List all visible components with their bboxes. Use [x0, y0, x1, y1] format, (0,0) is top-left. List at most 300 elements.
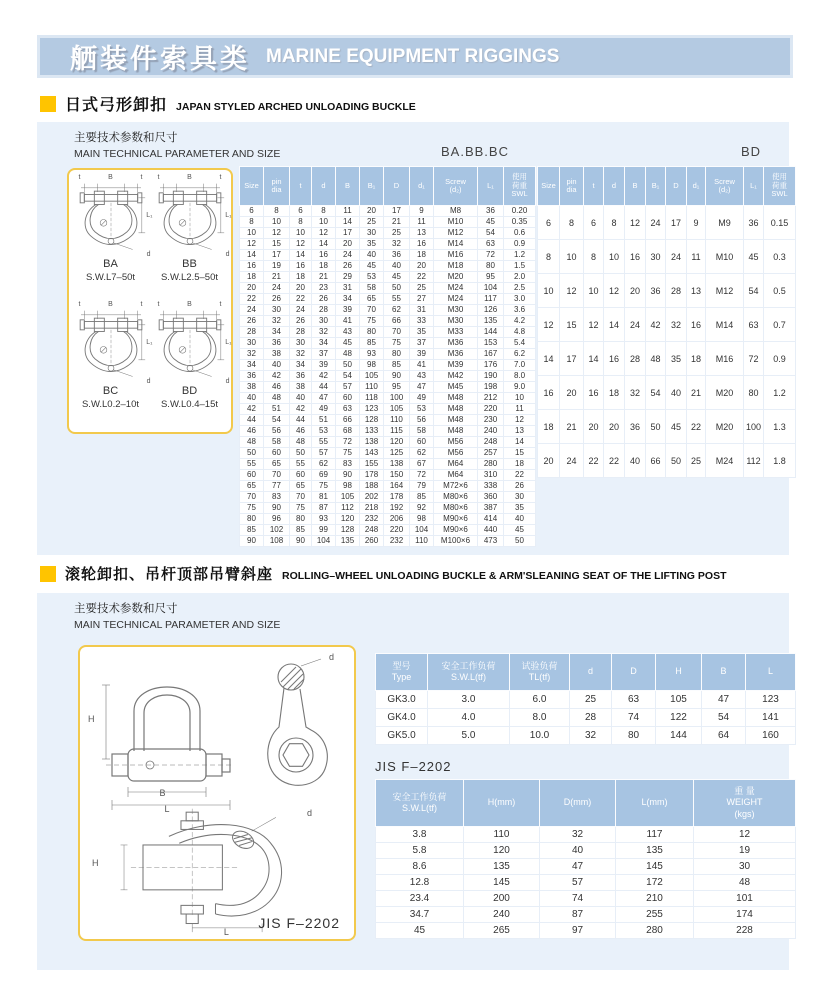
- diagram-label: BC: [102, 385, 119, 397]
- table-cell: 70: [290, 492, 312, 503]
- table-cell: 28: [240, 327, 264, 338]
- table-cell: 56: [410, 415, 434, 426]
- table-row: [240, 316, 536, 327]
- table-cell: 100: [384, 393, 410, 404]
- section1-bullet-icon: [40, 96, 56, 112]
- table-cell: 90: [290, 536, 312, 547]
- table-cell: 176: [478, 360, 504, 371]
- table-cell: 100: [744, 410, 764, 444]
- table-cell: 58: [360, 283, 384, 294]
- table-cell: 12: [264, 228, 290, 239]
- dim-label-d: d: [146, 251, 151, 258]
- bb-shackle-drawing: [155, 174, 232, 258]
- table-cell: 30: [504, 492, 536, 503]
- table-cell: 255: [616, 907, 694, 923]
- table-cell: 51: [312, 415, 336, 426]
- table-cell: 117: [478, 294, 504, 305]
- table-cell: 32: [290, 349, 312, 360]
- table-cell: 45: [504, 525, 536, 536]
- banner-title-en: MARINE EQUIPMENT RIGGINGS: [266, 45, 560, 67]
- banner-title-zh: 舾装件索具类: [70, 44, 250, 74]
- column-header: t: [584, 167, 604, 206]
- table-cell: 6: [240, 206, 264, 217]
- table-cell: 62: [410, 448, 434, 459]
- table-jis-f2202: [375, 779, 796, 939]
- table-ba-bb-bc: [239, 166, 536, 547]
- table-cell: 220: [478, 404, 504, 415]
- table-cell: 50: [290, 448, 312, 459]
- table-cell: 53: [360, 272, 384, 283]
- table-cell: 47: [410, 382, 434, 393]
- table-row: [240, 492, 536, 503]
- table-cell: 280: [616, 923, 694, 939]
- column-header: Size: [538, 167, 560, 206]
- column-header: 重 量 WEIGHT (kgs): [694, 780, 796, 827]
- shackle-line-art: [155, 176, 225, 258]
- table-cell: 5.8: [376, 843, 464, 859]
- table-cell: 155: [360, 459, 384, 470]
- table-cell: 50: [240, 448, 264, 459]
- table-cell: 32: [312, 327, 336, 338]
- table-cell: 80: [384, 349, 410, 360]
- table-cell: 473: [478, 536, 504, 547]
- table-cell: 2.0: [504, 272, 536, 283]
- table-cell: 36: [264, 338, 290, 349]
- table-cell: 32: [625, 376, 646, 410]
- column-header: H(mm): [464, 780, 540, 827]
- table-cell: 69: [312, 470, 336, 481]
- shackle-line-art: [76, 176, 146, 258]
- table-cell: 13: [504, 426, 536, 437]
- table-cell: 17: [264, 250, 290, 261]
- table-cell: 22: [290, 294, 312, 305]
- table-row: [240, 448, 536, 459]
- table-cell: 38: [264, 349, 290, 360]
- diagram-swl-range: S.W.L0.2–10t: [81, 399, 140, 410]
- table-cell: 105: [360, 371, 384, 382]
- table-row: [240, 261, 536, 272]
- table-cell: 13: [410, 228, 434, 239]
- table-cell: 14: [240, 250, 264, 261]
- column-header: 型号 Type: [376, 654, 428, 691]
- table-cell: 257: [478, 448, 504, 459]
- table-row: [376, 691, 796, 709]
- column-header: B: [702, 654, 746, 691]
- table-cell: 440: [478, 525, 504, 536]
- table-cell: 48: [264, 393, 290, 404]
- table-cell: 104: [410, 525, 434, 536]
- table-cell: 118: [360, 393, 384, 404]
- table-cell: 6: [584, 206, 604, 240]
- table-cell: 72: [478, 250, 504, 261]
- section1-parameter-label: [74, 129, 280, 160]
- table-cell: 120: [384, 437, 410, 448]
- dim-label-B: B: [108, 174, 113, 181]
- table-cell: M30: [434, 305, 478, 316]
- dim-label-d: d: [328, 652, 334, 662]
- table-cell: 172: [616, 875, 694, 891]
- table-cell: 104: [478, 283, 504, 294]
- table-cell: 13: [687, 274, 706, 308]
- table-cell: 36: [646, 274, 666, 308]
- table-cell: 21: [264, 272, 290, 283]
- diagram-bb: [150, 174, 232, 303]
- table-cell: 50: [336, 360, 360, 371]
- column-header: H: [656, 654, 702, 691]
- column-header: D(mm): [540, 780, 616, 827]
- table-cell: 12: [240, 239, 264, 250]
- dim-label-d: d: [146, 378, 151, 385]
- table-cell: 24: [625, 308, 646, 342]
- dim-label-t: t: [157, 174, 160, 181]
- table-cell: 98: [360, 360, 384, 371]
- table-cell: M12: [434, 228, 478, 239]
- table-cell: 26: [240, 316, 264, 327]
- table-cell: 0.6: [504, 228, 536, 239]
- table-cell: 60: [240, 470, 264, 481]
- table-row: [538, 240, 796, 274]
- table-cell: 16: [410, 239, 434, 250]
- table-cell: M36: [434, 338, 478, 349]
- table-cell: 40: [384, 261, 410, 272]
- table-cell: 25: [687, 444, 706, 478]
- table-cell: 95: [478, 272, 504, 283]
- table-cell: 31: [410, 305, 434, 316]
- table-cell: 18: [290, 272, 312, 283]
- dim-label-t: t: [140, 174, 143, 181]
- table-cell: 12: [584, 308, 604, 342]
- table-cell: 12.8: [376, 875, 464, 891]
- table-row: [240, 404, 536, 415]
- table-cell: M64: [434, 459, 478, 470]
- table-cell: 20: [560, 376, 584, 410]
- table-cell: 53: [410, 404, 434, 415]
- section1-title-zh: 日式弓形卸扣: [65, 97, 168, 114]
- table-cell: 74: [612, 709, 656, 727]
- column-header: 试验负荷 TL(tf): [510, 654, 570, 691]
- table-cell: 0.9: [764, 342, 796, 376]
- dim-label-d: d: [306, 808, 312, 818]
- table-cell: 14: [290, 250, 312, 261]
- table-cell: 54: [478, 228, 504, 239]
- section2-title-zh: 滚轮卸扣、吊杆顶部吊臂斜座: [65, 566, 274, 583]
- table-cell: 55: [290, 459, 312, 470]
- table-row: [538, 206, 796, 240]
- bc-shackle-drawing: [76, 301, 153, 385]
- table-cell: 40: [666, 376, 687, 410]
- table-cell: 128: [360, 415, 384, 426]
- table-cell: 12: [312, 228, 336, 239]
- table-cell: 42: [240, 404, 264, 415]
- table-cell: M90×6: [434, 525, 478, 536]
- table-cell: 28: [666, 274, 687, 308]
- table-cell: 0.3: [764, 240, 796, 274]
- table-cell: 38: [290, 382, 312, 393]
- table-cell: 102: [264, 525, 290, 536]
- table-cell: 30: [290, 338, 312, 349]
- column-header: 安全工作负荷 S.W.L(tf): [428, 654, 510, 691]
- table-cell: 65: [290, 481, 312, 492]
- parameter-label-zh: 主要技术参数和尺寸: [74, 603, 178, 615]
- table-cell: 39: [410, 349, 434, 360]
- table-cell: M33: [434, 327, 478, 338]
- column-header: Size: [240, 167, 264, 206]
- table-cell: 5.4: [504, 338, 536, 349]
- rolling-wheel-front-drawing: [88, 659, 242, 814]
- table-cell: 18: [410, 250, 434, 261]
- table-cell: 95: [384, 382, 410, 393]
- table-cell: 35: [360, 239, 384, 250]
- table-cell: 1.3: [764, 410, 796, 444]
- table-cell: 8: [290, 217, 312, 228]
- table-cell: 8: [538, 240, 560, 274]
- table-cell: 20: [604, 410, 625, 444]
- column-header: B: [625, 167, 646, 206]
- table-cell: M90×6: [434, 514, 478, 525]
- eye-bolt-side-drawing: [258, 652, 338, 807]
- header-row: [240, 167, 536, 206]
- table-cell: 280: [478, 459, 504, 470]
- table-cell: M20: [706, 376, 744, 410]
- shackle-line-art: [76, 303, 146, 385]
- table-cell: 414: [478, 514, 504, 525]
- table-cell: 44: [312, 382, 336, 393]
- table-cell: 20: [360, 206, 384, 217]
- table-cell: 77: [264, 481, 290, 492]
- table-cell: 144: [656, 727, 702, 745]
- dim-label-t: t: [219, 174, 222, 181]
- table-cell: 206: [384, 514, 410, 525]
- table-cell: 34: [290, 360, 312, 371]
- table-cell: 105: [384, 404, 410, 415]
- table-cell: 57: [540, 875, 616, 891]
- column-header: D: [666, 167, 687, 206]
- table-cell: 248: [478, 437, 504, 448]
- section2-heading: [40, 563, 726, 584]
- table-cell: 33: [410, 316, 434, 327]
- table-row: [376, 907, 796, 923]
- table-cell: 60: [290, 470, 312, 481]
- table-cell: 232: [384, 536, 410, 547]
- diagram-swl-range: S.W.L2.5–50t: [160, 272, 219, 283]
- table-row: [240, 283, 536, 294]
- table-cell: 16: [625, 240, 646, 274]
- table-caption-bd: BD: [741, 144, 762, 159]
- table-cell: 22: [687, 410, 706, 444]
- table-cell: 22: [240, 294, 264, 305]
- table-cell: 230: [478, 415, 504, 426]
- dim-label-d: d: [225, 251, 230, 258]
- table-cell: 57: [312, 448, 336, 459]
- table-cell: 28: [290, 327, 312, 338]
- dim-label-B: B: [187, 301, 192, 308]
- table-cell: M39: [434, 360, 478, 371]
- table-cell: 120: [336, 514, 360, 525]
- table-cell: M16: [434, 250, 478, 261]
- table-row: [240, 305, 536, 316]
- table-cell: 14: [604, 308, 625, 342]
- table-cell: 110: [360, 382, 384, 393]
- column-header: L: [746, 654, 796, 691]
- table-row: [376, 843, 796, 859]
- table-cell: M10: [706, 240, 744, 274]
- table-cell: 30: [360, 228, 384, 239]
- table-row: [240, 371, 536, 382]
- table-cell: 1.2: [764, 376, 796, 410]
- dim-label-B: B: [108, 301, 113, 308]
- table-cell: 45: [744, 240, 764, 274]
- table-cell: M12: [706, 274, 744, 308]
- table-cell: 42: [646, 308, 666, 342]
- table-cell: 122: [656, 709, 702, 727]
- table-cell: 23: [312, 283, 336, 294]
- table-cell: 75: [336, 448, 360, 459]
- table-cell: 16: [240, 261, 264, 272]
- section2-title-en: ROLLING–WHEEL UNLOADING BUCKLE & ARM'SLEANING SEAT OF THE LIFTING POST: [282, 570, 727, 582]
- table-cell: 93: [312, 514, 336, 525]
- table-cell: 11: [336, 206, 360, 217]
- table-cell: M10: [434, 217, 478, 228]
- table-cell: 12: [694, 827, 796, 843]
- table-cell: 99: [312, 525, 336, 536]
- table-cell: 48: [646, 342, 666, 376]
- table-cell: 9: [410, 206, 434, 217]
- table-cell: 39: [312, 360, 336, 371]
- table-cell: 20: [336, 239, 360, 250]
- diagram-swl-range: S.W.L0.4–15t: [160, 399, 219, 410]
- table-cell: 70: [264, 470, 290, 481]
- table-cell: 112: [744, 444, 764, 478]
- table-cell: 15: [504, 448, 536, 459]
- table-cell: 35: [666, 342, 687, 376]
- column-header: 安全工作负荷 S.W.L(tf): [376, 780, 464, 827]
- header-row: [376, 654, 796, 691]
- table-cell: 57: [336, 382, 360, 393]
- column-header: B: [336, 167, 360, 206]
- table-cell: 3.6: [504, 305, 536, 316]
- table-cell: M48: [434, 426, 478, 437]
- table-cell: 20: [538, 444, 560, 478]
- table-cell: 34.7: [376, 907, 464, 923]
- column-header: D: [384, 167, 410, 206]
- table-row: [376, 859, 796, 875]
- table-cell: M24: [434, 283, 478, 294]
- table-cell: 25: [410, 283, 434, 294]
- table-cell: 9: [687, 206, 706, 240]
- table-cell: 3.8: [376, 827, 464, 843]
- table-cell: 44: [240, 415, 264, 426]
- table-cell: 110: [410, 536, 434, 547]
- table-cell: 34: [336, 294, 360, 305]
- table-cell: 190: [478, 371, 504, 382]
- table-cell: 28: [312, 305, 336, 316]
- table-row: [538, 308, 796, 342]
- table-cell: 63: [336, 404, 360, 415]
- column-header: B₁: [360, 167, 384, 206]
- table-cell: M56: [434, 448, 478, 459]
- table-cell: 45: [478, 217, 504, 228]
- table-cell: 49: [410, 393, 434, 404]
- table-cell: 16: [312, 250, 336, 261]
- diagram-ba: [71, 174, 153, 303]
- table-cell: 44: [290, 415, 312, 426]
- table-cell: 25: [360, 217, 384, 228]
- parameter-label-zh: 主要技术参数和尺寸: [74, 132, 178, 144]
- dim-label-H: H: [88, 714, 95, 724]
- table-cell: 41: [410, 360, 434, 371]
- table-cell: 133: [360, 426, 384, 437]
- table-row: [240, 349, 536, 360]
- table-row: [240, 382, 536, 393]
- table-cell: M20: [706, 410, 744, 444]
- table-row: [376, 727, 796, 745]
- table-cell: 60: [410, 437, 434, 448]
- diagram-bc: [71, 301, 153, 430]
- table-cell: 36: [744, 206, 764, 240]
- dim-label-d: d: [225, 378, 230, 385]
- table-cell: 93: [360, 349, 384, 360]
- table-cell: 105: [336, 492, 360, 503]
- table-cell: 90: [336, 470, 360, 481]
- table-cell: 46: [240, 426, 264, 437]
- table-cell: 40: [504, 514, 536, 525]
- column-header: 使用 荷重 SWL: [764, 167, 796, 206]
- table-row: [240, 206, 536, 217]
- table-cell: 36: [625, 410, 646, 444]
- table-cell: 60: [264, 448, 290, 459]
- table-cell: 36: [240, 371, 264, 382]
- table-cell: M42: [434, 371, 478, 382]
- table-cell: 218: [360, 503, 384, 514]
- header-row: [538, 167, 796, 206]
- parameter-label-en: MAIN TECHNICAL PARAMETER AND SIZE: [74, 619, 281, 631]
- table-cell: 24: [290, 305, 312, 316]
- jis-table-heading: JIS F–2202: [375, 759, 452, 774]
- table-cell: 110: [464, 827, 540, 843]
- table-cell: 45: [336, 338, 360, 349]
- column-header: d: [604, 167, 625, 206]
- table-cell: 10: [240, 228, 264, 239]
- table-cell: 90: [384, 371, 410, 382]
- table-cell: 65: [360, 294, 384, 305]
- table-cell: 80: [612, 727, 656, 745]
- table-cell: 30: [646, 240, 666, 274]
- table-cell: M36: [434, 349, 478, 360]
- table-cell: 240: [478, 426, 504, 437]
- table-cell: 10: [538, 274, 560, 308]
- table-cell: 80: [360, 327, 384, 338]
- table-cell: 85: [410, 492, 434, 503]
- table-cell: 145: [616, 859, 694, 875]
- table-cell: 387: [478, 503, 504, 514]
- dim-label-L1: L₁: [225, 339, 232, 346]
- table-cell: 54: [336, 371, 360, 382]
- table-cell: 63: [478, 239, 504, 250]
- table-cell: 36: [290, 371, 312, 382]
- table-cell: 50: [384, 283, 410, 294]
- table-cell: 16: [687, 308, 706, 342]
- table-cell: 1.2: [504, 250, 536, 261]
- table-cell: 360: [478, 492, 504, 503]
- table-cell: 200: [464, 891, 540, 907]
- table-row: [240, 514, 536, 525]
- diagram-label: BB: [182, 258, 197, 270]
- table-cell: M14: [706, 308, 744, 342]
- table-row: [240, 294, 536, 305]
- table-cell: 16: [290, 261, 312, 272]
- table-cell: 85: [240, 525, 264, 536]
- table-cell: 232: [360, 514, 384, 525]
